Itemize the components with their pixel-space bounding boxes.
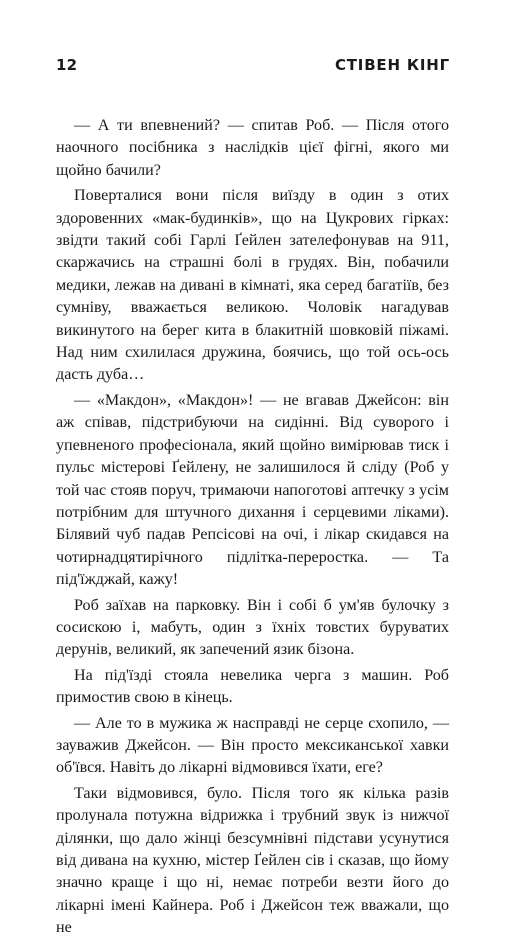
running-header [56, 54, 450, 76]
paragraph: Роб заїхав на парковку. Він і собі б ум'яв булочку з сосискою і, мабуть, один з їхніх товстих буруватих дерунів, великий, як запечений язик бізона. [56, 596, 449, 659]
paragraph: Таки відмовився, було. Після того як кілька разів пролунала потужна відрижка і трубний звук із нижчої ділянки, що дало жінці безсумнівні підстави усунутися від дивана на кухню, містер Ґейлен сів і сказав, що йому значно краще і що ні, немає потреби везти його до лікарні імені Кайнера. Роб і Джейсон теж вважали, що не [56, 784, 449, 937]
body-text [56, 115, 449, 943]
running-header-author: СТІВЕН КІНГ [334, 56, 450, 74]
paragraph: — Але то в мужика ж насправді не серце схопило, — зауважив Джейсон. — Він просто мексиканської хавки об'ївся. Навіть до лікарні відмовився їхати, еге? [56, 714, 449, 777]
paragraph: На під'їзді стояла невелика черга з машин. Роб примостив свою в кінець. [56, 666, 449, 707]
paragraph: Поверталися вони після виїзду в один з отих здоровенних «мак-будинків», що на Цукрових гірках: звідти такий собі Гарлі Ґейлен зателефонував на 911, скаржачись на страшні болі в грудях. Він, побачили медики, лежав на дивані в кімнаті, яка серед багатіїв, без сумніву, вважається великою. Чоловік нагадував викинутого на берег кита в блакитній шовковій піжамі. Над ним схилилася дружина, боячись, що той ось-ось дасть дуба… [56, 187, 449, 384]
paragraph: — А ти впевнений? — спитав Роб. — Після отого наочного посібника з наслідків цієї фігні, якого ми щойно бачили? [56, 117, 449, 179]
paragraph: — «Макдон», «Макдон»! — не вгавав Джейсон: він аж співав, підстрибуючи на сидінні. Від суворого і упевненого професіонала, який щойно вимірював тиск і пульс містерові Ґейлену, не залишилося й сліду (Роб у той час стояв поруч, тримаючи напоготові аптечку з усім потрібним для штучного дихання і серцевими ліками). Білявий чуб падав Репсісові на очі, і лікар скидався на чотирнадцятирічного підлітка-переростка. — Та під'їжджай, кажу! [56, 391, 449, 589]
page-number: 12 [56, 56, 78, 74]
